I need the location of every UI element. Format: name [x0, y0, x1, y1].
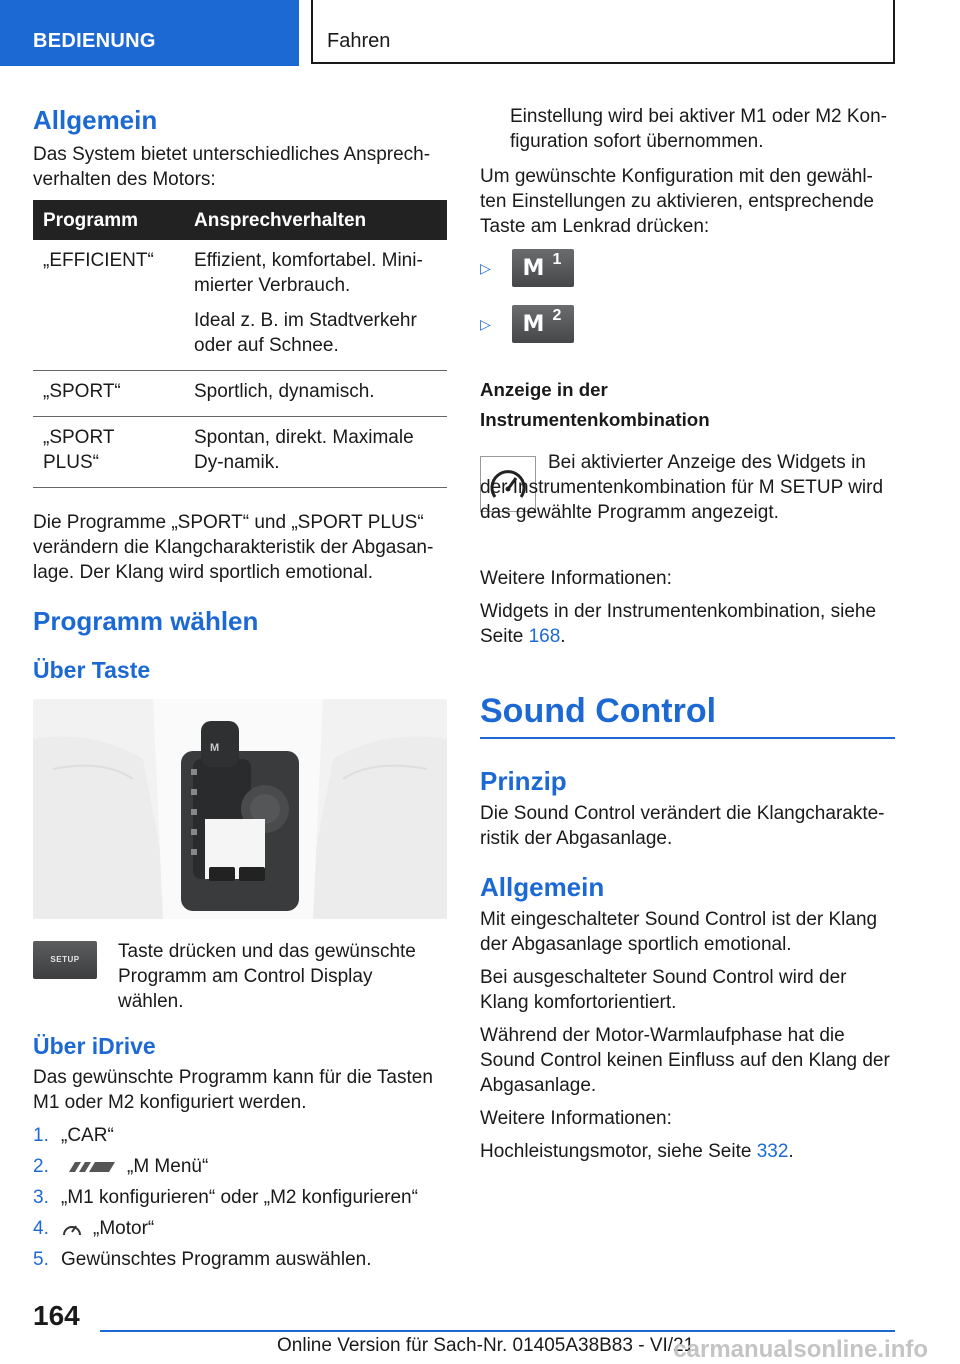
- step-text: „Motor“: [93, 1218, 155, 1239]
- config-continued-text: Einstellung wird bei aktiver M1 oder M2 Kon-figuration sofort übernommen.: [510, 106, 888, 152]
- center-console-photo: [33, 699, 447, 919]
- heading-sound-control: Sound Control: [480, 691, 717, 730]
- m-letter: M: [522, 256, 545, 281]
- weitere-info-label: Weitere Informationen:: [480, 1107, 672, 1129]
- m-number: 1: [552, 251, 562, 268]
- widgets-ref-text: Widgets in der Instrumentenkombination, siehe Seite: [480, 600, 877, 647]
- list-item: [33, 1216, 447, 1241]
- weitere-info-label: Weitere Informationen:: [480, 567, 672, 589]
- list-item: [33, 1185, 447, 1210]
- heading-ueber-idrive: Über iDrive: [33, 1033, 156, 1059]
- step-text: „M1 konfigurieren“ oder „M2 konfigurieren“: [61, 1187, 418, 1208]
- m2-button-icon: [512, 305, 574, 343]
- section-tab: [0, 0, 299, 66]
- allgemein-paragraph: Während der Motor-Warmlaufphase hat die Sound Control keinen Einfluss auf den Klang der Abgasanlage.: [480, 1024, 890, 1096]
- watermark: carmanualsonline.info: [673, 1336, 928, 1363]
- program-description: Spontan, direkt. Maximale Dy-namik.: [184, 417, 447, 488]
- steps-list: [33, 1123, 447, 1272]
- m-number: 2: [552, 307, 562, 324]
- m-letter: M: [522, 312, 545, 337]
- prinzip-text: Die Sound Control verändert die Klangcharakte-ristik der Abgasanlage.: [480, 802, 885, 849]
- section-title: BEDIENUNG: [33, 30, 156, 52]
- setup-row: [33, 939, 447, 1029]
- setup-text: Taste drücken und das gewünschte Programm am Control Display wählen.: [118, 941, 416, 1012]
- center-console-illustration: [33, 699, 447, 919]
- step-text: „CAR“: [61, 1125, 114, 1146]
- m2-row: [480, 305, 895, 347]
- page-number: 164: [33, 1300, 80, 1331]
- program-description: [184, 240, 447, 371]
- anzeige-text: Bei aktivierter Anzeige des Widgets in der Instrumentenkombination für M SETUP wird das gewählte Programm angezeigt.: [480, 451, 884, 523]
- program-name: „EFFICIENT“: [33, 240, 184, 371]
- heading-prinzip: Prinzip: [480, 765, 567, 796]
- idrive-text: Das gewünschte Programm kann für die Tasten M1 oder M2 konfiguriert werden.: [33, 1067, 433, 1113]
- hoch-ref-text: Hochleistungsmotor, siehe Seite: [480, 1140, 752, 1162]
- step-text: Gewünschtes Programm auswählen.: [61, 1249, 372, 1270]
- intro-text: Das System bietet unterschiedliches Ansprech-verhalten des Motors:: [33, 144, 431, 190]
- heading-programm-waehlen: Programm wählen: [33, 606, 259, 636]
- allgemein-paragraph: Mit eingeschalteter Sound Control ist der Klang der Abgasanlage sportlich emotional.: [480, 908, 878, 955]
- heading-anzeige: Anzeige in der Instrumentenkombination: [480, 379, 710, 430]
- table-row: [33, 371, 447, 417]
- step-number: 1.: [33, 1125, 49, 1146]
- list-item: [33, 1247, 447, 1272]
- m1-row: [480, 249, 895, 291]
- list-item: [33, 1123, 447, 1148]
- page-link-168[interactable]: 168: [528, 625, 561, 647]
- program-table: [33, 200, 447, 488]
- footer-rule: [100, 1330, 895, 1332]
- heading-allgemein-sound: Allgemein: [480, 871, 605, 902]
- right-column: [480, 100, 895, 1164]
- m1-button-icon: [512, 249, 574, 287]
- desc-line: Effizient, komfortabel. Mini-mierter Verbrauch.: [194, 250, 423, 296]
- widgets-reference: Widgets in der Instrumentenkombination, siehe Seite 168.: [480, 600, 877, 647]
- col-header-programm: Programm: [33, 200, 184, 240]
- anzeige-row: [480, 451, 895, 540]
- setup-button-icon: SETUP: [33, 941, 97, 979]
- left-column: [33, 100, 447, 1278]
- step-text: „M Menü“: [127, 1156, 209, 1177]
- step-number: 4.: [33, 1218, 49, 1239]
- table-row: [33, 240, 447, 371]
- bullet-triangle-icon: ▷: [480, 315, 491, 332]
- step-number: 2.: [33, 1156, 49, 1177]
- hochleistung-reference: Hochleistungsmotor, siehe Seite 332.: [480, 1140, 794, 1162]
- step-number: 3.: [33, 1187, 49, 1208]
- list-item: [33, 1154, 447, 1179]
- col-header-ansprechverhalten: Ansprechverhalten: [184, 200, 447, 240]
- allgemein-paragraph: Bei ausgeschalteter Sound Control wird der Klang komfortorientiert.: [480, 966, 847, 1013]
- heading-ueber-taste: Über Taste: [33, 657, 151, 683]
- program-name: „SPORT PLUS“: [33, 417, 184, 488]
- page-link-332[interactable]: 332: [756, 1140, 789, 1162]
- klang-text: Die Programme „SPORT“ und „SPORT PLUS“ verändern die Klangcharakteristik der Abgasan-lage. Der Klang wird sportlich emotional.: [33, 512, 434, 583]
- gauge-icon: [61, 1220, 83, 1238]
- program-name: „SPORT“: [33, 371, 184, 417]
- desc-line: Ideal z. B. im Stadtverkehr oder auf Schnee.: [194, 310, 417, 356]
- table-row: [33, 417, 447, 488]
- heading-underline: [480, 737, 895, 739]
- heading-allgemein: Allgemein: [33, 105, 158, 135]
- step-number: 5.: [33, 1249, 49, 1270]
- footer-online-version: Online Version für Sach-Nr. 01405A38B83 - VI/21: [277, 1335, 695, 1356]
- chapter-tab: [311, 0, 895, 64]
- bullet-triangle-icon: ▷: [480, 259, 491, 276]
- activate-text: Um gewünschte Konfiguration mit den gewähl-ten Einstellungen zu aktivieren, entsprechende Taste am Lenkrad drücken:: [480, 166, 874, 237]
- m-stripes-icon: [61, 1160, 117, 1174]
- shifter-logo: M: [210, 742, 220, 754]
- program-description: Sportlich, dynamisch.: [184, 371, 447, 417]
- chapter-title: Fahren: [327, 30, 391, 52]
